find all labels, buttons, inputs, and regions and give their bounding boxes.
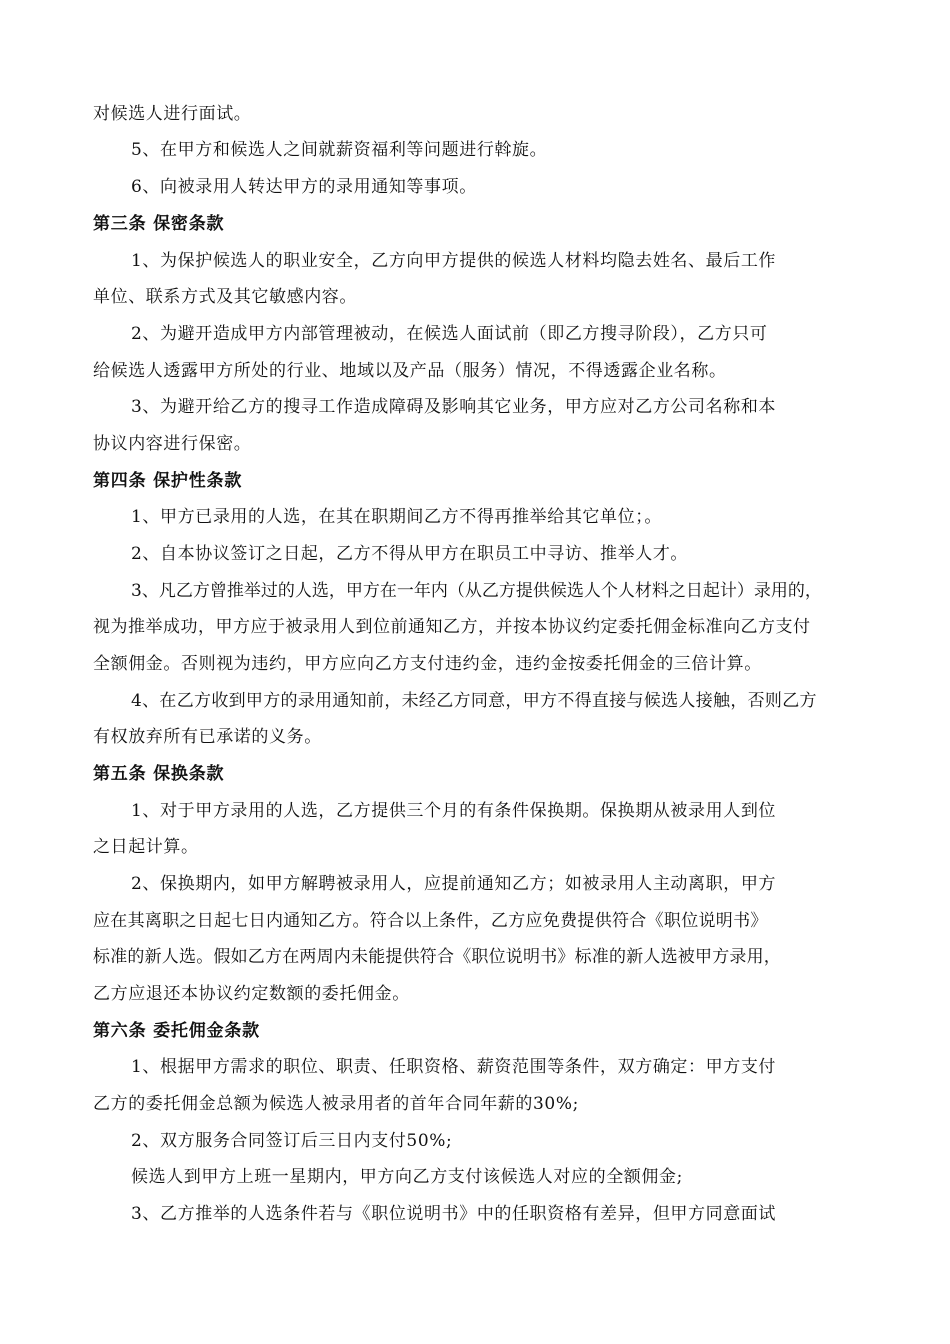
list-item: 1、根据甲方需求的职位、职责、任职资格、薪资范围等条件，双方确定：甲方支付 [131,1057,777,1077]
list-item: 1、为保护候选人的职业安全，乙方向甲方提供的候选人材料均隐去姓名、最后工作 [131,251,777,271]
list-item: 6、向被录用人转达甲方的录用通知等事项。 [131,177,477,197]
body-text-line: 单位、联系方式及其它敏感内容。 [93,287,357,307]
list-item: 2、保换期内，如甲方解聘被录用人，应提前通知乙方；如被录用人主动离职，甲方 [131,874,777,894]
list-item: 3、乙方推举的人选条件若与《职位说明书》中的任职资格有差异，但甲方同意面试 [131,1204,777,1224]
body-text-line: 乙方的委托佣金总额为候选人被录用者的首年合同年薪的30%; [93,1094,579,1114]
list-item: 3、为避开给乙方的搜寻工作造成障碍及影响其它业务，甲方应对乙方公司名称和本 [131,397,777,417]
list-item: 1、对于甲方录用的人选，乙方提供三个月的有条件保换期。保换期从被录用人到位 [131,801,777,821]
body-text-line: 标准的新人选。假如乙方在两周内未能提供符合《职位说明书》标准的新人选被甲方录用， [93,947,781,967]
section-heading: 第五条 保换条款 [93,764,225,784]
list-item: 3、凡乙方曾推举过的人选，甲方在一年内（从乙方提供候选人个人材料之日起计）录用的， [131,581,822,601]
body-text-line: 候选人到甲方上班一星期内，甲方向乙方支付该候选人对应的全额佣金; [131,1167,683,1187]
body-text-line: 之日起计算。 [93,837,199,857]
list-item: 4、在乙方收到甲方的录用通知前，未经乙方同意，甲方不得直接与候选人接触，否则乙方 [131,691,817,711]
list-item: 2、为避开造成甲方内部管理被动，在候选人面试前（即乙方搜寻阶段），乙方只可 [131,324,768,344]
list-item: 2、自本协议签订之日起，乙方不得从甲方在职员工中寻访、推举人才。 [131,544,689,564]
section-heading: 第三条 保密条款 [93,214,225,234]
list-item: 1、甲方已录用的人选，在其在职期间乙方不得再推举给其它单位；。 [131,507,662,527]
section-heading: 第六条 委托佣金条款 [93,1021,260,1041]
body-text-line: 协议内容进行保密。 [93,434,252,454]
list-item: 2、双方服务合同签订后三日内支付50%; [131,1131,453,1151]
body-text-line: 对候选人进行面试。 [93,104,252,124]
list-item: 5、在甲方和候选人之间就薪资福利等问题进行斡旋。 [131,140,548,160]
section-heading: 第四条 保护性条款 [93,471,243,491]
body-text-line: 乙方应退还本协议约定数额的委托佣金。 [93,984,410,1004]
body-text-line: 应在其离职之日起七日内通知乙方。符合以上条件，乙方应免费提供符合《职位说明书》 [93,911,768,931]
body-text-line: 全额佣金。否则视为违约，甲方应向乙方支付违约金，违约金按委托佣金的三倍计算。 [93,654,762,674]
body-text-line: 有权放弃所有已承诺的义务。 [93,727,322,747]
body-text-line: 视为推举成功，甲方应于被录用人到位前通知乙方，并按本协议约定委托佣金标准向乙方支付 [93,617,811,637]
body-text-line: 给候选人透露甲方所处的行业、地域以及产品（服务）情况，不得透露企业名称。 [93,361,727,381]
